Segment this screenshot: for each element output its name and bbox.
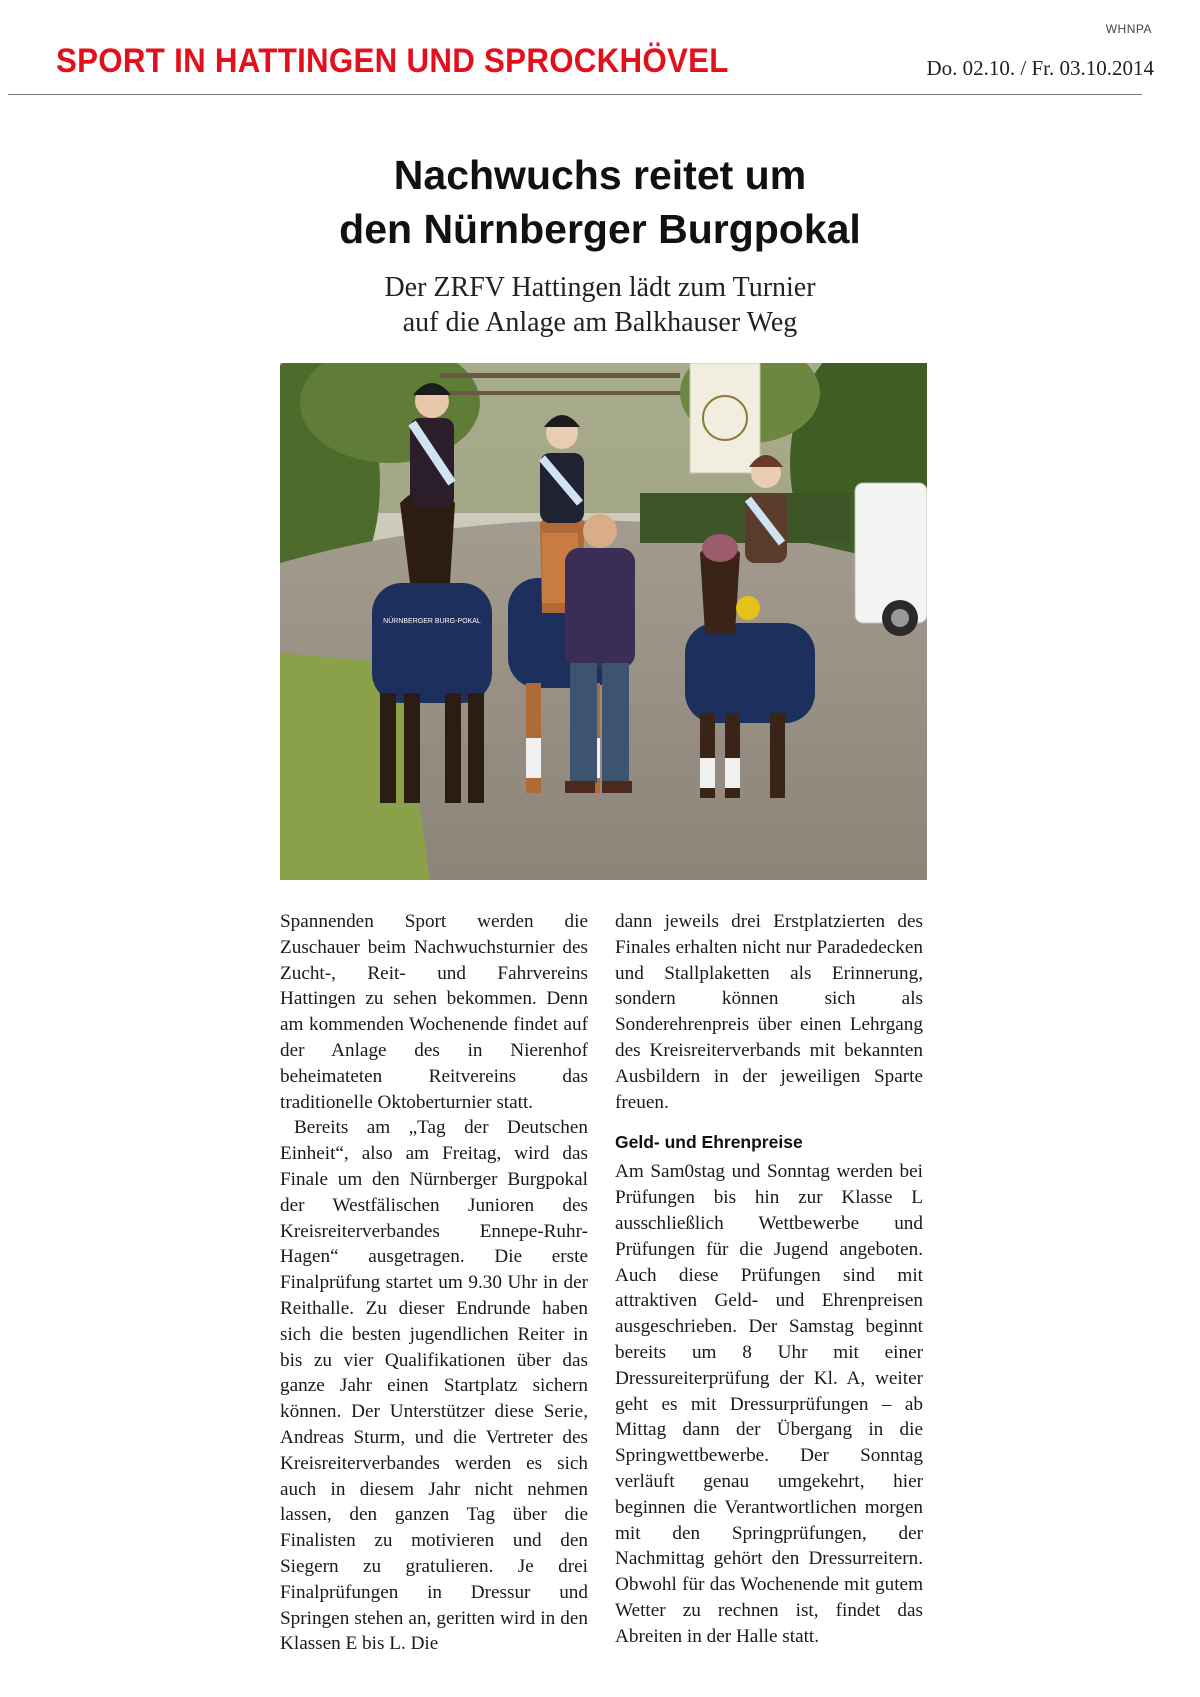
- headline-line-1: Nachwuchs reitet um: [393, 152, 807, 198]
- header-rule: [8, 94, 1142, 95]
- blanket-logo-left: NÜRNBERGER BURG-POKAL: [383, 618, 481, 625]
- body-paragraph: Spannenden Sport werden die Zuschauer beim Nachwuchsturnier des Zucht-, Reit- und Fahrvereins Hattingen zu sehen bekommen. Denn am kommenden Wochenende findet auf der Anlage des in Nierenhof beheimateten Reitvereins das traditionelle Oktoberturnier statt.: [280, 911, 588, 1113]
- body-paragraph: Bereits am „Tag der Deutschen Einheit“, also am Freitag, wird das Finale um den Nürnberger Burgpokal der Westfälischen Junioren des Kreisreiterverbandes Ennepe-Ruhr-Hagen“ ausgetragen. Die erste Finalprüfung startet um 9.30 Uhr in der Reithalle. Zu dieser Endrunde haben sich die besten jugendlichen Reiter in bis zu vier Qualifikationen über das ganze Jahr einen Startplatz sichern können. Der Unterstützer diese Serie, Andreas Sturm, und die Vertreter des Kreisreiterverbandes werden es sich auch in diesem Jahr nicht nehmen lassen, den ganzen Tag über die Finalisten zu motivieren und den Siegern zu gratulieren. Je drei Finalprüfungen in Dressur und Springen stehen an, geritten wird in den Klassen E bis L. Die: [280, 1117, 588, 1655]
- body-paragraph: dann jeweils drei Erstplatzierten des Finales erhalten nicht nur Paradedecken und Stallplaketten als Erinnerung, sondern können sich als Sonderehrenpreis über einen Lehrgang des Kreisreiterverbands mit bekannten Ausbildern in der jeweiligen Sparte freuen.: [615, 911, 923, 1113]
- headline-line-2: den Nürnberger Burgpokal: [339, 206, 861, 252]
- white-van: [855, 483, 927, 623]
- photo-illustration: [280, 363, 927, 880]
- article-subheadline: [200, 270, 1000, 340]
- article-subheading: Geld- und Ehrenpreise: [615, 1132, 803, 1153]
- body-paragraph: Am Sam0stag und Sonntag werden bei Prüfungen bis hin zur Klasse L ausschließlich Wettbewerbe und Prüfungen für die Jugend angeboten. Auch diese Prüfungen sind mit attraktiven Geld- und Ehrenpreisen ausgeschrieben. Der Samstag beginnt bereits um 8 Uhr mit einer Dressureiterprüfung der Kl. A, weiter geht es mit Dressurprüfungen – ab Mittag dann der Übergang in die Springwettbewerbe. Der Sonntag verläuft genau umgekehrt, hier beginnen die Verantwortlichen morgen mit den Springprüfungen, der Nachmittag gehört den Dressurreitern. Obwohl für das Wochenende mit gutem Wetter zu rechnen ist, findet das Abreiten in der Halle statt.: [615, 1161, 923, 1647]
- subheadline-line-2: auf die Anlage am Balkhauser Weg: [402, 307, 798, 338]
- source-tag: WHNPA: [1105, 22, 1152, 36]
- building-sign: [690, 363, 760, 473]
- article-column-right: [615, 909, 923, 1650]
- article-column-left: [280, 909, 588, 1657]
- subheadline-line-1: Der ZRFV Hattingen lädt zum Turnier: [384, 272, 816, 303]
- article-headline: [200, 148, 1000, 256]
- issue-date: Do. 02.10. / Fr. 03.10.2014: [926, 56, 1154, 80]
- rosette: [736, 596, 760, 620]
- section-title: SPORT IN HATTINGEN UND SPROCKHÖVEL: [56, 42, 729, 80]
- article-photo: [280, 363, 927, 880]
